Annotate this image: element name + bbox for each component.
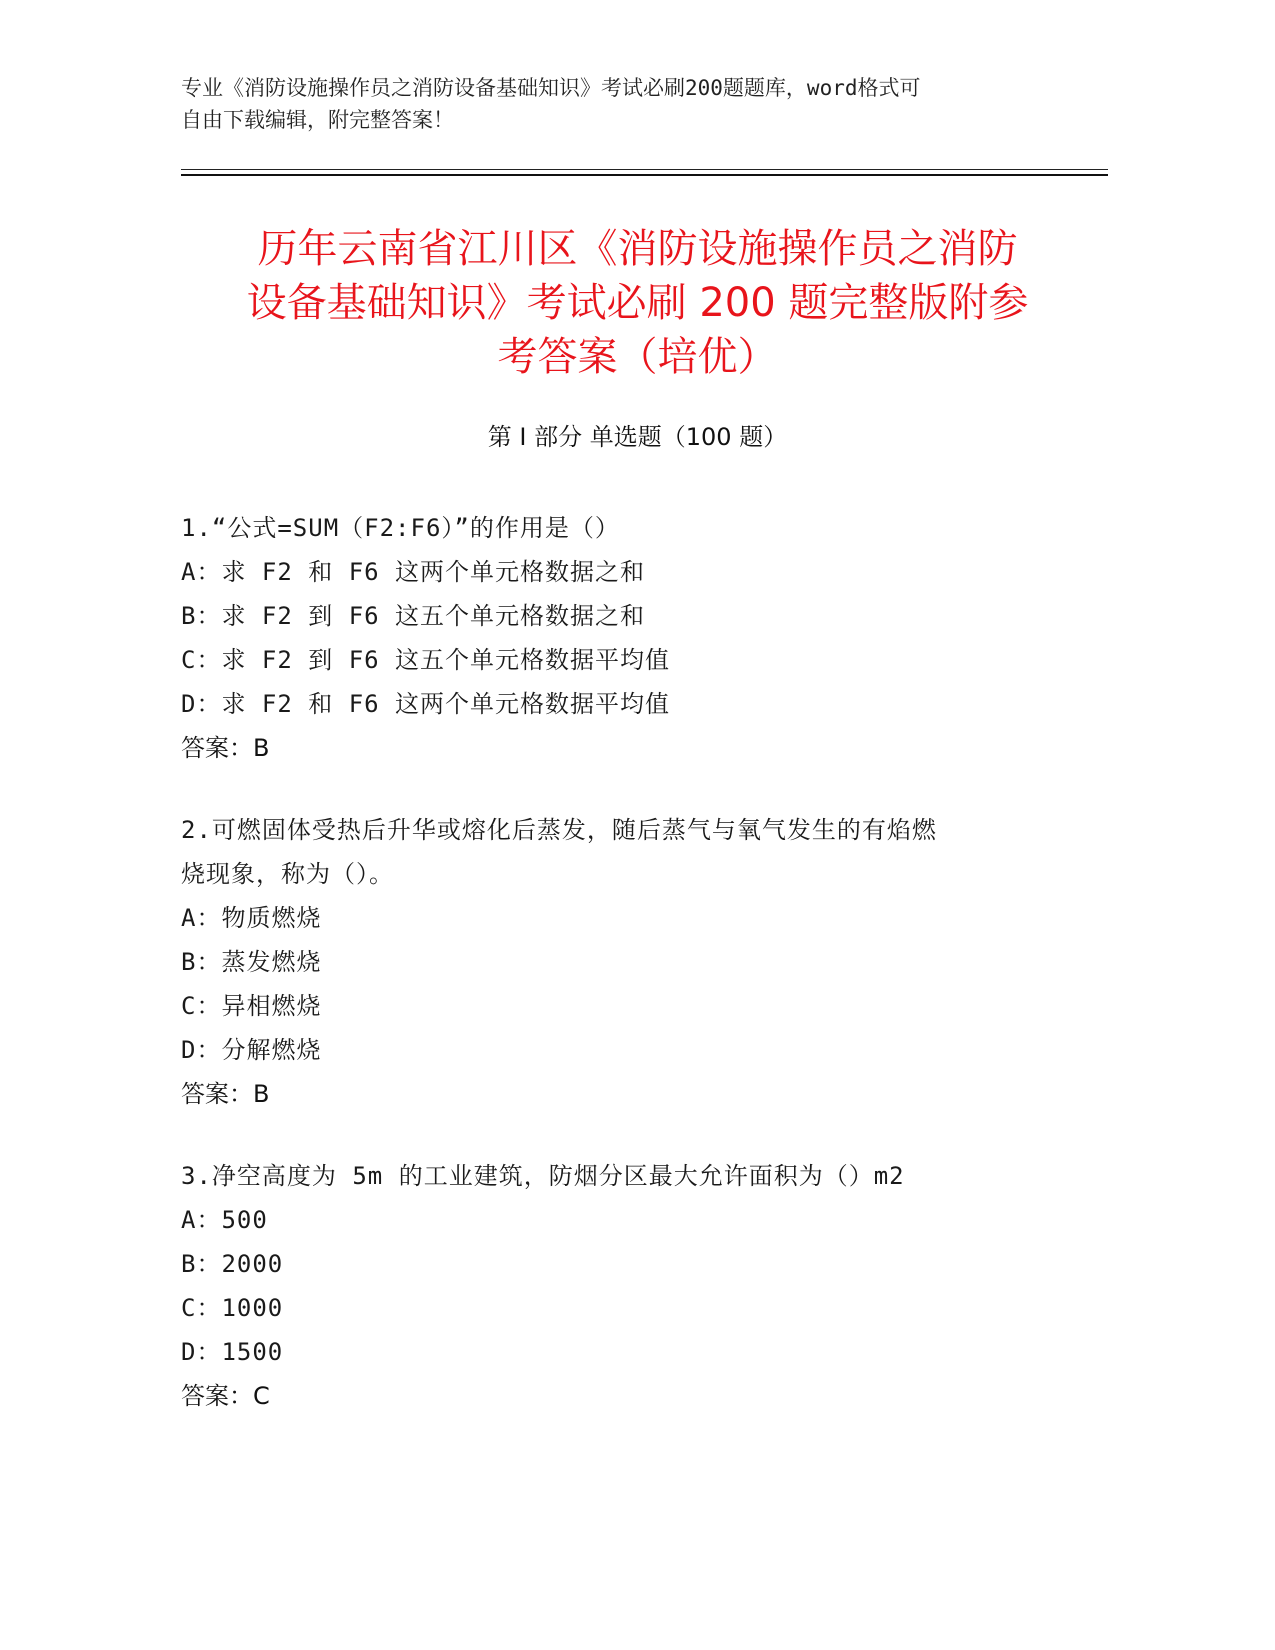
question-3 [181, 1154, 1061, 1418]
header-rule-top [181, 169, 1108, 170]
title-line-3: 考答案（培优） [497, 334, 778, 380]
option-b: B：求 F2 到 F6 这五个单元格数据之和 [181, 602, 646, 630]
option-a: A：物质燃烧 [181, 904, 322, 932]
answer: 答案：C [181, 1382, 270, 1410]
question-stem: 3.净空高度为 5m 的工业建筑，防烟分区最大允许面积为（）m2 [181, 1162, 905, 1190]
header-note-line-1: 专业《消防设施操作员之消防设备基础知识》考试必刷200题题库，word格式可 [181, 76, 921, 100]
option-a: A：求 F2 和 F6 这两个单元格数据之和 [181, 558, 646, 586]
option-c: C：1000 [181, 1294, 284, 1322]
question-stem: 1.“公式=SUM（F2:F6）”的作用是（） [181, 514, 620, 542]
title-line-2: 设备基础知识》考试必刷 200 题完整版附参 [246, 280, 1029, 326]
question-stem-line-2: 烧现象，称为（）。 [181, 860, 394, 888]
question-2 [181, 808, 1061, 1116]
header-rule-bottom [181, 174, 1108, 176]
option-c: C：求 F2 到 F6 这五个单元格数据平均值 [181, 646, 671, 674]
question-1 [181, 506, 1061, 770]
option-d: D：分解燃烧 [181, 1036, 322, 1064]
header-note-line-2: 自由下载编辑，附完整答案！ [181, 108, 454, 132]
answer: 答案：B [181, 734, 270, 762]
document-title [150, 222, 1125, 384]
option-c: C：异相燃烧 [181, 992, 322, 1020]
question-stem-line-1: 2.可燃固体受热后升华或熔化后蒸发，随后蒸气与氧气发生的有焰燃 [181, 816, 937, 844]
option-b: B：蒸发燃烧 [181, 948, 322, 976]
option-a: A：500 [181, 1206, 268, 1234]
answer: 答案：B [181, 1080, 270, 1108]
option-d: D：1500 [181, 1338, 284, 1366]
option-d: D：求 F2 和 F6 这两个单元格数据平均值 [181, 690, 671, 718]
section-heading: 第 I 部分 单选题（100 题） [487, 423, 788, 451]
title-line-1: 历年云南省江川区《消防设施操作员之消防 [257, 226, 1018, 272]
option-b: B：2000 [181, 1250, 284, 1278]
question-list [181, 506, 1061, 1446]
header-note [181, 72, 1041, 136]
